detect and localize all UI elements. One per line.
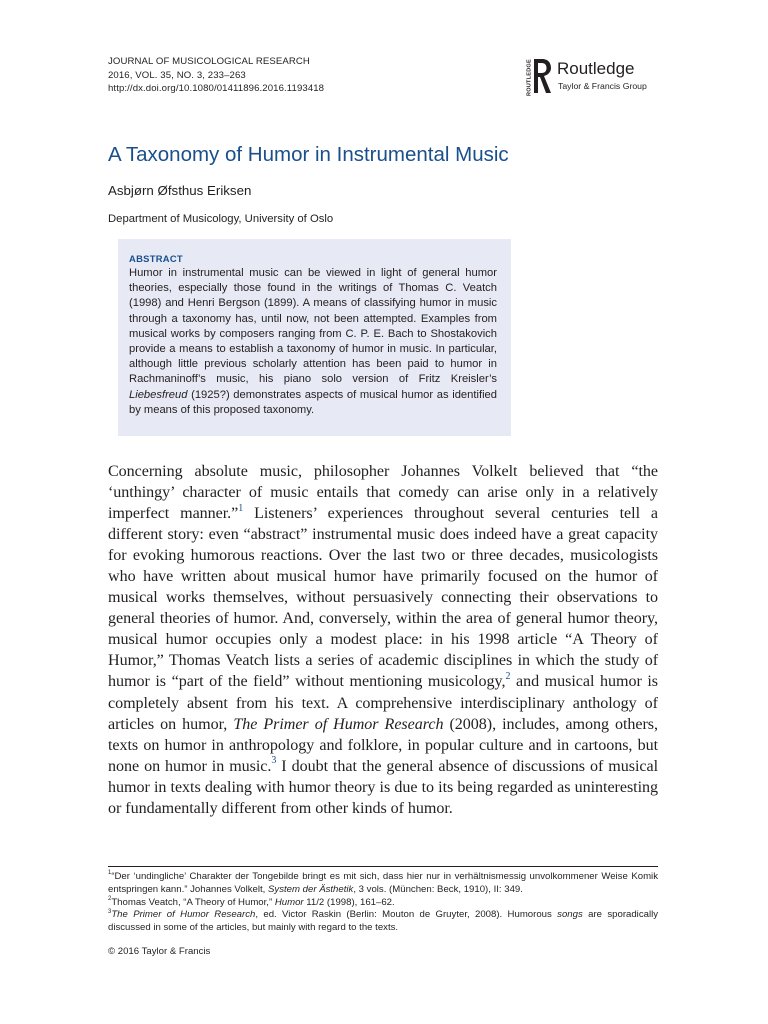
footnote-italic: Humor <box>274 896 304 908</box>
body-text-part: and musical humor is completely absent from his text. A comprehensive interdisciplinary anthology of articles on humor, <box>108 673 658 733</box>
author-name: Asbjørn Øfsthus Eriksen <box>108 183 252 198</box>
body-text-part: Listeners’ experiences throughout several centuries tell a different story: even “abstract” instrumental music does indeed have a great capacity for evoking humorous reactions. Over the last two or three decades, musicologists who have written about musical humor have primarily focused on the humor of musical works themselves, without persuasively connecting their observations to general theories of humor. And, conversely, within the area of general humor theory, musical humor occupies only a modest place: in his 1998 article “A Theory of Humor,” Thomas Veatch lists a series of academic disciplines in which the study of humor is “part of the field” without mentioning musicology, <box>108 505 658 691</box>
abstract-text-part: Humor in instrumental music can be viewed in light of general humor theories, especially those found in the writings of Thomas C. Veatch (1998) and Henri Bergson (1899). A means of classifying humor in music through a taxonomy has, until now, not been attempted. Examples from musical works by composers ranging from C. P. E. Bach to Shostakovich provide a means to establish a taxonomy of humor in music. In particular, although little previous scholarly attention has been paid to humor in Rachmaninoff’s music, his piano solo version of Fritz Kreisler’s <box>129 267 497 386</box>
abstract-italic-title: Liebesfreud <box>129 388 188 401</box>
journal-name: JOURNAL OF MUSICOLOGICAL RESEARCH <box>108 56 310 67</box>
routledge-logo <box>524 56 664 96</box>
publisher-name: Routledge <box>557 59 635 78</box>
footnote-text: , ed. Victor Raskin (Berlin: Mouton de Gruyter, 2008). Humorous <box>255 909 558 921</box>
article-title: A Taxonomy of Humor in Instrumental Music <box>108 143 509 166</box>
footnote-2 <box>108 897 658 910</box>
abstract-box <box>118 239 511 436</box>
journal-header <box>108 55 324 96</box>
abstract-text <box>129 266 497 418</box>
abstract-heading: ABSTRACT <box>129 253 183 264</box>
footnote-divider <box>108 866 658 867</box>
footnote-3 <box>108 909 658 935</box>
body-paragraph <box>108 461 658 819</box>
footnote-text: “Der ‘undingliche’ Charakter der Tongebilde bringt es mit sich, dass hier nur in verhältnismessig unvolkommener Weise Komik entspringen kann.” Johannes Volkelt, <box>108 871 658 895</box>
body-text-part: Concerning absolute music, philosopher Johannes Volkelt believed that “the ‘unthingy’ character of music entails that comedy can arise only in a relatively imperfect manner.” <box>108 463 658 523</box>
footnote-ref-1[interactable]: 1 <box>238 502 244 514</box>
footnote-italic: songs <box>557 909 583 921</box>
footnote-number: 1 <box>108 870 112 877</box>
journal-issue: 2016, VOL. 35, NO. 3, 233–263 <box>108 69 246 81</box>
footnote-text: Thomas Veatch, “A Theory of Humor,” <box>111 896 275 908</box>
logo-vertical-text: ROUTLEDGE <box>526 59 533 96</box>
footnote-italic: The Primer of Humor Research <box>111 909 256 921</box>
footnote-text: are sporadically discussed in some of the articles, but mainly with regard to the texts. <box>108 909 659 934</box>
footnotes <box>108 871 658 935</box>
doi-link[interactable]: http://dx.doi.org/10.1080/01411896.2016.1193418 <box>108 83 325 94</box>
footnote-number: 2 <box>108 895 112 902</box>
footnote-ref-3[interactable]: 3 <box>271 755 277 767</box>
footnote-1 <box>108 871 658 897</box>
author-affiliation: Department of Musicology, University of Oslo <box>108 213 334 225</box>
footnote-ref-2[interactable]: 2 <box>505 671 511 683</box>
routledge-r-icon <box>524 56 554 96</box>
footnote-italic: System der Ästhetik <box>268 883 354 895</box>
footnote-text: , 3 vols. (München: Beck, 1910), II: 349. <box>353 883 523 895</box>
footnote-number: 3 <box>108 908 112 915</box>
abstract-text-part: (1925?) demonstrates aspects of musical humor as identified by means of this proposed taxonomy. <box>129 388 497 416</box>
copyright-notice: © 2016 Taylor & Francis <box>108 946 211 957</box>
footnote-text: 11/2 (1998), 161–62. <box>303 896 395 908</box>
body-text-part: I doubt that the general absence of discussions of musical humor in texts dealing with humor theory is due to its being regarded as uninteresting or fundamentally different from other kinds of humor. <box>108 757 659 817</box>
body-italic-title: The Primer of Humor Research <box>233 715 444 733</box>
body-text-part: (2008), includes, among others, texts on humor in anthropology and folklore, in popular culture and in cartoons, but none on humor in music. <box>108 715 658 775</box>
publisher-group: Taylor & Francis Group <box>558 81 647 91</box>
